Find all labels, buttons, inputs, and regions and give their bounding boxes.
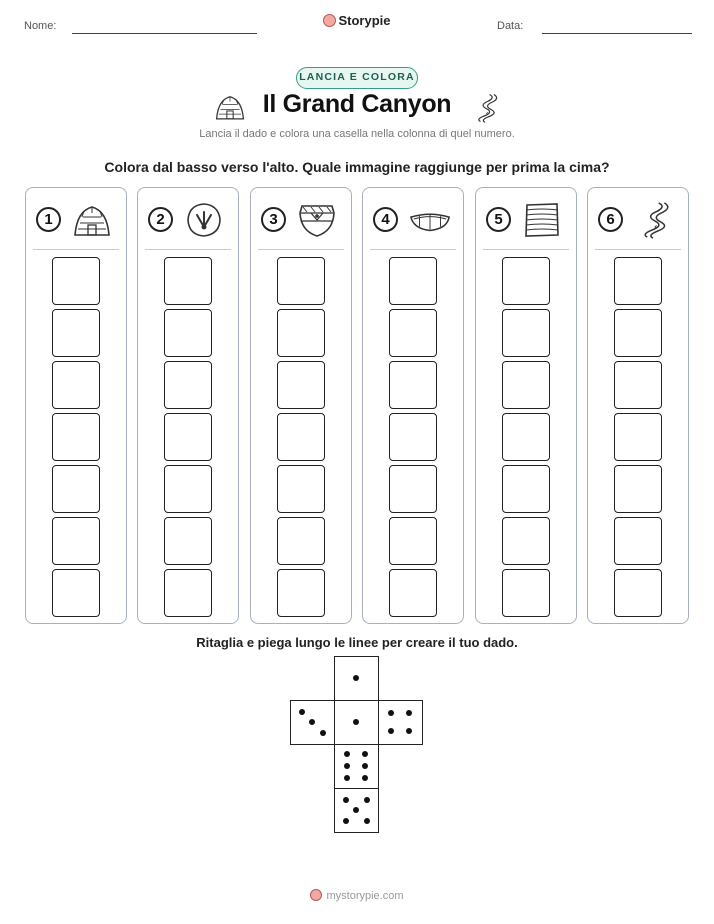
die-pip: [353, 807, 359, 813]
footer-url: mystorypie.com: [326, 890, 404, 902]
die-pip: [344, 763, 350, 769]
color-box[interactable]: [502, 413, 550, 461]
color-box[interactable]: [614, 465, 662, 513]
brand-logo: [0, 13, 714, 28]
column-divider: [483, 249, 569, 250]
river-icon: [470, 92, 500, 124]
die-face-1: [334, 700, 379, 745]
brand-text: Storypie: [338, 13, 391, 28]
column-divider: [258, 249, 344, 250]
clay-pot-icon: [297, 201, 337, 239]
pig-logo-icon: [323, 14, 336, 27]
color-box[interactable]: [389, 309, 437, 357]
color-box[interactable]: [52, 361, 100, 409]
column-3: [250, 187, 352, 624]
color-box[interactable]: [164, 569, 212, 617]
column-4: [362, 187, 464, 624]
activity-badge: LANCIA E COLORA: [296, 67, 418, 89]
page-title: Il Grand Canyon: [262, 90, 452, 118]
footer: [0, 889, 714, 902]
color-box[interactable]: [164, 413, 212, 461]
die-pip: [364, 797, 370, 803]
die-pip: [353, 675, 359, 681]
die-pip: [344, 751, 350, 757]
color-box[interactable]: [277, 309, 325, 357]
column-divider: [595, 249, 681, 250]
color-box[interactable]: [614, 413, 662, 461]
die-pip: [388, 728, 394, 734]
color-box[interactable]: [502, 257, 550, 305]
die-pip: [299, 709, 305, 715]
column-divider: [145, 249, 231, 250]
rock-layers-icon: [522, 201, 562, 239]
color-box[interactable]: [277, 517, 325, 565]
color-box[interactable]: [277, 413, 325, 461]
color-box[interactable]: [502, 569, 550, 617]
color-box[interactable]: [52, 257, 100, 305]
die-pip: [362, 763, 368, 769]
color-box[interactable]: [389, 569, 437, 617]
cut-instruction: Ritaglia e piega lungo le linee per creare il tuo dado.: [196, 635, 518, 650]
river-icon: [634, 201, 674, 239]
color-box[interactable]: [389, 465, 437, 513]
die-pip: [362, 775, 368, 781]
fossil-footprint-icon: [184, 201, 224, 239]
color-box[interactable]: [614, 361, 662, 409]
column-number: 1: [36, 207, 61, 232]
color-box[interactable]: [52, 465, 100, 513]
die-face-1: [334, 656, 379, 701]
date-line: [542, 33, 692, 34]
color-box[interactable]: [502, 517, 550, 565]
die-pip: [343, 818, 349, 824]
column-6: [587, 187, 689, 624]
color-box[interactable]: [277, 569, 325, 617]
die-face-6: [334, 744, 379, 789]
die-face-5: [334, 788, 379, 833]
pig-logo-icon: [310, 889, 322, 901]
color-box[interactable]: [277, 361, 325, 409]
die-pip: [362, 751, 368, 757]
color-box[interactable]: [502, 361, 550, 409]
die-pip: [364, 818, 370, 824]
color-box[interactable]: [614, 517, 662, 565]
color-box[interactable]: [52, 569, 100, 617]
cliff-dwelling-icon: [72, 201, 112, 239]
instruction: Colora dal basso verso l'alto. Quale immagine raggiunge per prima la cima?: [104, 159, 610, 175]
color-box[interactable]: [277, 465, 325, 513]
raft-boat-icon: [409, 201, 449, 239]
column-number: 5: [486, 207, 511, 232]
color-box[interactable]: [52, 413, 100, 461]
color-box[interactable]: [164, 257, 212, 305]
color-box[interactable]: [52, 309, 100, 357]
color-box[interactable]: [502, 465, 550, 513]
color-box[interactable]: [164, 309, 212, 357]
column-number: 2: [148, 207, 173, 232]
column-divider: [33, 249, 119, 250]
column-number: 4: [373, 207, 398, 232]
die-pip: [406, 710, 412, 716]
column-number: 6: [598, 207, 623, 232]
die-pip: [353, 719, 359, 725]
die-face-3: [290, 700, 335, 745]
name-line: [72, 33, 257, 34]
column-1: [25, 187, 127, 624]
color-box[interactable]: [164, 517, 212, 565]
column-2: [137, 187, 239, 624]
die-face-4: [378, 700, 423, 745]
color-box[interactable]: [614, 309, 662, 357]
die-pip: [309, 719, 315, 725]
name-label: Nome:: [24, 20, 57, 32]
die-pip: [320, 730, 326, 736]
color-box[interactable]: [52, 517, 100, 565]
die-pip: [388, 710, 394, 716]
die-pip: [343, 797, 349, 803]
color-box[interactable]: [389, 361, 437, 409]
column-5: [475, 187, 577, 624]
color-box[interactable]: [164, 361, 212, 409]
die-pip: [344, 775, 350, 781]
color-box[interactable]: [389, 413, 437, 461]
color-box[interactable]: [614, 257, 662, 305]
date-label: Data:: [497, 20, 524, 32]
color-box[interactable]: [389, 517, 437, 565]
color-box[interactable]: [389, 257, 437, 305]
subtitle: Lancia il dado e colora una casella nella colonna di quel numero.: [199, 128, 515, 140]
die-pip: [406, 728, 412, 734]
color-box[interactable]: [614, 569, 662, 617]
column-number: 3: [261, 207, 286, 232]
color-box[interactable]: [277, 257, 325, 305]
color-box[interactable]: [502, 309, 550, 357]
column-divider: [370, 249, 456, 250]
color-box[interactable]: [164, 465, 212, 513]
